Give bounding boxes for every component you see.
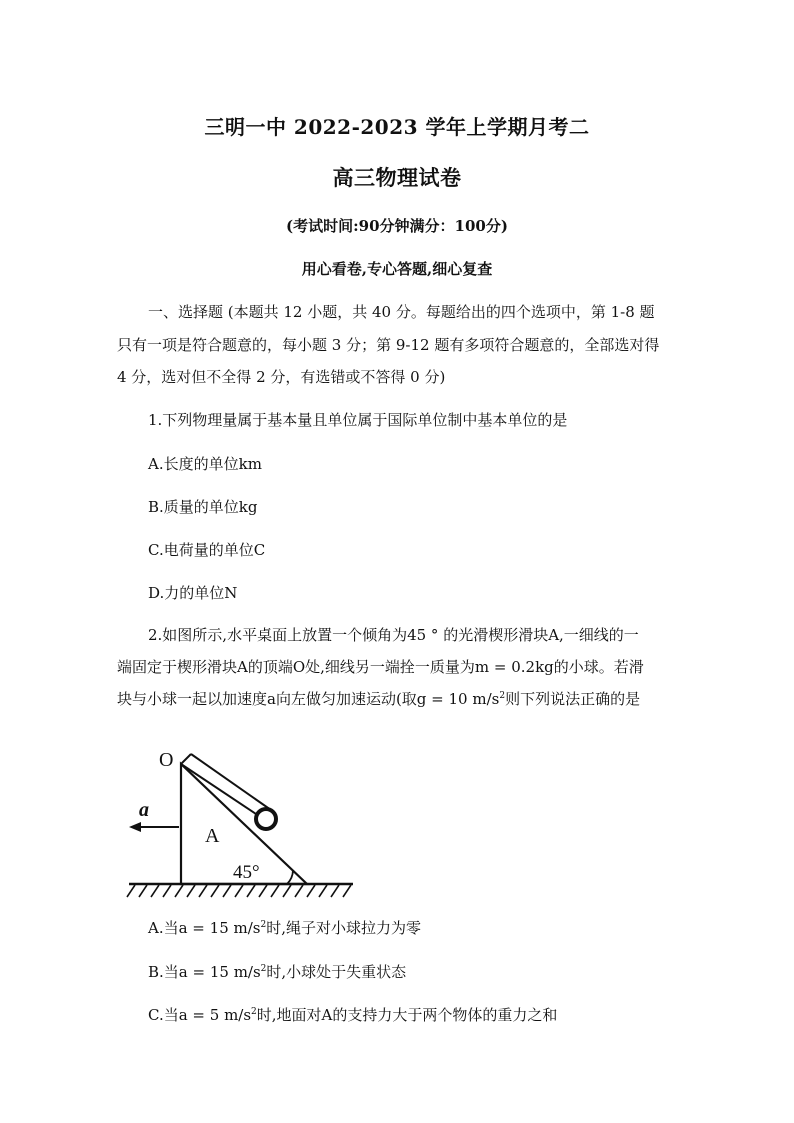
- q2-option-b-exponent: 2: [260, 964, 267, 974]
- ground-hatching: [127, 885, 351, 897]
- q2-option-b-text: B.当a = 15 m/s: [148, 963, 261, 981]
- label-angle: 45°: [233, 862, 260, 883]
- q2-option-a-text: A.当a = 15 m/s: [148, 919, 261, 937]
- q2-stem-line-3-text: 块与小球一起以加速度a向左做匀加速运动(取g = 10 m/s: [117, 690, 500, 708]
- section-intro-line-3: 4 分，选对但不全得 2 分，有选错或不答得 0 分): [117, 368, 446, 386]
- q2-stem-line-1: 2.如图所示,水平桌面上放置一个倾角为45 ° 的光滑楔形滑块A,一细线的一: [148, 626, 639, 644]
- label-o: O: [159, 749, 174, 771]
- label-a: a: [139, 799, 149, 821]
- q2-stem-line-2: 端固定于楔形滑块A的顶端O处,细线另一端拴一质量为m = 0.2kg的小球。若滑: [117, 658, 644, 676]
- q2-option-c-exponent: 2: [251, 1007, 257, 1017]
- section-intro-line-1: 一、选择题 (本题共 12 小题，共 40 分。每题给出的四个选项中，第 1-8 题: [148, 303, 655, 321]
- q2-stem-line-3-exponent: 2: [499, 691, 506, 701]
- q1-option-a: A.长度的单位km: [148, 455, 262, 473]
- exam-subtitle: 高三物理试卷: [332, 165, 462, 190]
- string-line-upper: [191, 754, 271, 810]
- q2-stem-line-3-tail: 则下列说法正确的是: [505, 690, 641, 708]
- arrow-head-icon: [129, 822, 141, 832]
- string-line: [181, 764, 265, 820]
- q2-option-c-tail: 时,地面对A的支持力大于两个物体的重力之和: [256, 1006, 558, 1024]
- label-wedge-a: A: [205, 825, 220, 847]
- exam-motto: 用心看卷,专心答题,细心复查: [301, 260, 493, 278]
- section-intro-line-2: 只有一项是符合题意的，每小题 3 分；第 9-12 题有多项符合题意的，全部选对得: [117, 336, 660, 354]
- q1-stem: 1.下列物理量属于基本量且单位属于国际单位制中基本单位的是: [148, 411, 568, 429]
- q2-option-a-exponent: 2: [260, 920, 267, 930]
- exam-info: (考试时间:90分钟满分：100分): [286, 217, 508, 235]
- exam-title: 三明一中 2022-2023 学年上学期月考二: [204, 115, 590, 139]
- angle-arc: [287, 870, 293, 884]
- wedge-figure: [125, 738, 360, 908]
- q1-option-c: C.电荷量的单位C: [148, 541, 266, 559]
- string-end: [181, 754, 191, 764]
- q2-option-b: [148, 961, 406, 982]
- q2-option-c-text: C.当a = 5 m/s: [148, 1006, 252, 1024]
- q2-option-b-tail: 时,小球处于失重状态: [266, 963, 407, 981]
- q2-option-a-tail: 时,绳子对小球拉力为零: [266, 919, 421, 937]
- q1-option-b: B.质量的单位kg: [148, 498, 258, 516]
- ball: [256, 809, 276, 829]
- q2-option-a: [148, 917, 421, 938]
- q2-stem-line-3: [117, 688, 640, 709]
- q2-option-c: [148, 1004, 557, 1025]
- q1-option-d: D.力的单位N: [148, 584, 238, 602]
